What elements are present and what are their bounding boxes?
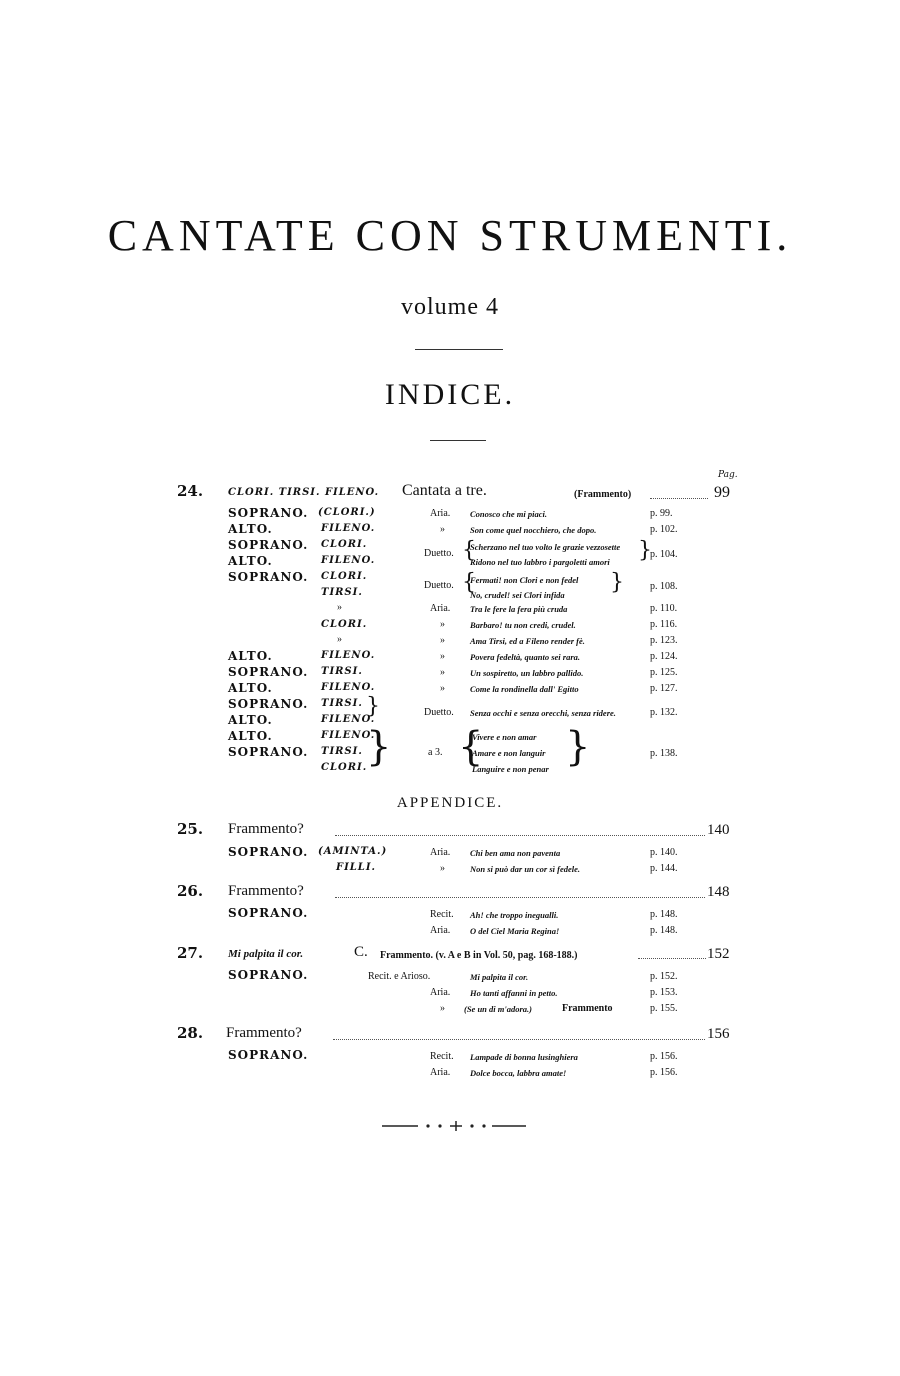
voice-label: SOPRANO.	[228, 665, 309, 679]
brace: {	[462, 538, 476, 563]
index-heading: INDICE.	[384, 378, 516, 411]
page-ref: p. 156.	[650, 1067, 678, 1078]
incipit: Come la rondinella dall' Egitto	[470, 684, 579, 694]
brace: }	[565, 724, 591, 770]
form-label: »	[440, 863, 445, 874]
form-label: »	[440, 667, 445, 678]
voice-label: SOPRANO.	[228, 745, 309, 759]
incipit: Senza occhi e senza orecchi, senza ridere.	[470, 708, 616, 718]
character-label: CLORI.	[321, 619, 368, 630]
leader-dots	[335, 835, 705, 836]
character-label: (AMINTA.)	[318, 846, 388, 857]
form-label: »	[440, 635, 445, 646]
incipit: Scherzano nel tuo volto le grazie vezzosette	[470, 542, 621, 552]
page-ref: p. 108.	[650, 581, 678, 592]
form-label: Recit.	[430, 909, 454, 920]
divider	[430, 440, 486, 441]
page-ref: p. 155.	[650, 1003, 678, 1014]
entry-title: Cantata a tre.	[402, 482, 487, 499]
character-label: FILENO.	[321, 714, 376, 725]
incipit: Amare e non languir	[472, 748, 546, 758]
character-label: TIRSI.	[321, 746, 363, 757]
character-label: TIRSI.	[321, 666, 363, 677]
voice-label: SOPRANO.	[228, 570, 309, 584]
leader-dots	[650, 498, 708, 499]
entry-note: (Frammento)	[574, 489, 632, 500]
character-label: TIRSI.	[321, 698, 363, 709]
form-label: »	[440, 651, 445, 662]
entry-page: 152	[707, 946, 730, 962]
voice-label: ALTO.	[228, 649, 273, 663]
page-ref: p. 123.	[650, 635, 678, 646]
voice-label: SOPRANO.	[228, 1048, 309, 1062]
page-ref: p. 144.	[650, 863, 678, 874]
page-ref: p. 140.	[650, 847, 678, 858]
closing-ornament	[380, 1118, 530, 1134]
incipit: Mi palpita il cor.	[470, 972, 529, 982]
entry-number: 28.	[177, 1024, 204, 1042]
page-ref: p. 116.	[650, 619, 678, 630]
incipit: Non si può dar un cor sì fedele.	[470, 864, 581, 874]
voice-label: SOPRANO.	[228, 538, 309, 552]
pag-label: Pag.	[718, 470, 738, 480]
form-label: Aria.	[430, 987, 451, 998]
form-label: Duetto.	[424, 548, 454, 559]
entry-number: 24.	[177, 482, 204, 500]
incipit: Dolce bocca, labbra amate!	[470, 1068, 567, 1078]
voice-label: SOPRANO.	[228, 906, 309, 920]
incipit: Languire e non penar	[472, 764, 549, 774]
form-label: Aria.	[430, 925, 451, 936]
form-label: Aria.	[430, 847, 451, 858]
voice-label: SOPRANO.	[228, 506, 309, 520]
page-title: CANTATE CON STRUMENTI.	[107, 211, 793, 260]
brace: {	[462, 570, 476, 595]
incipit: Lampade di bonna lusinghiera	[470, 1052, 578, 1062]
page-ref: p. 110.	[650, 603, 678, 614]
character-label: CLORI.	[321, 539, 368, 550]
page-ref: p. 125.	[650, 667, 678, 678]
entry-number: 27.	[177, 944, 204, 962]
page-ref: p. 132.	[650, 707, 678, 718]
incipit: O del Ciel Maria Regina!	[470, 926, 560, 936]
incipit: Fermati! non Clori e non fedel	[470, 575, 579, 585]
leader-dots	[335, 897, 705, 898]
incipit: Chi ben ama non paventa	[470, 848, 561, 858]
page-ref: p. 99.	[650, 508, 673, 519]
page-ref: p. 127.	[650, 683, 678, 694]
brace: }	[638, 538, 652, 563]
incipit: Povera fedeltà, quanto sei rara.	[470, 652, 581, 662]
form-label: a 3.	[428, 747, 443, 758]
character-label: FILENO.	[321, 650, 376, 661]
page-ref: p. 148.	[650, 925, 678, 936]
entry-number: 25.	[177, 820, 204, 838]
form-label: Aria.	[430, 1067, 451, 1078]
page-ref: p. 138.	[650, 748, 678, 759]
divider	[415, 349, 503, 350]
character-label: FILLI.	[336, 862, 376, 873]
entry-title: Mi palpita il cor.	[228, 948, 304, 960]
incipit: Ho tanti affanni in petto.	[470, 988, 558, 998]
brace: }	[366, 724, 392, 770]
form-label: Recit. e Arioso.	[368, 971, 431, 982]
character-label: TIRSI.	[321, 587, 363, 598]
entry-page: 156	[707, 1026, 730, 1042]
incipit: Tra le fere la fera più cruda	[470, 604, 568, 614]
incipit: (Se un di m'adora.)	[464, 1004, 533, 1014]
page-ref: p. 124.	[650, 651, 678, 662]
entry-page: 99	[714, 484, 730, 501]
entry-characters: CLORI. TIRSI. FILENO.	[228, 487, 380, 498]
form-label: Aria.	[430, 508, 451, 519]
entry-title: Frammento?	[228, 883, 304, 899]
form-label: »	[440, 524, 445, 535]
leader-dots	[333, 1039, 705, 1040]
incipit: Ah! che troppo inegualli.	[470, 910, 559, 920]
form-label: Duetto.	[424, 580, 454, 591]
form-label: Aria.	[430, 603, 451, 614]
voice-label: SOPRANO.	[228, 845, 309, 859]
character-label: (CLORI.)	[318, 507, 376, 518]
incipit: Barbaro! tu non credi, crudel.	[470, 620, 576, 630]
page-ref: p. 153.	[650, 987, 678, 998]
entry-number: 26.	[177, 882, 204, 900]
incipit: Un sospiretto, un labbro pallido.	[470, 668, 584, 678]
voice-label: ALTO.	[228, 681, 273, 695]
voice-label: ALTO.	[228, 713, 273, 727]
character-label: CLORI.	[321, 571, 368, 582]
incipit: Ridono nel tuo labbro i pargoletti amori	[470, 557, 610, 567]
voice-label: ALTO.	[228, 554, 273, 568]
page-ref: p. 148.	[650, 909, 678, 920]
incipit: No, crudel! sei Clori infida	[470, 590, 565, 600]
form-label: »	[440, 683, 445, 694]
page-ref: p. 102.	[650, 524, 678, 535]
entry-page: 140	[707, 822, 730, 838]
brace: }	[366, 694, 380, 719]
page-ref: p. 104.	[650, 549, 678, 560]
incipit: Conosco che mi piaci.	[470, 509, 547, 519]
entry-title: Frammento?	[226, 1025, 302, 1041]
form-label: »	[440, 1003, 445, 1014]
voice-label: SOPRANO.	[228, 968, 309, 982]
character-label: »	[337, 634, 342, 645]
form-label: Duetto.	[424, 707, 454, 718]
voice-label: ALTO.	[228, 522, 273, 536]
voice-label: SOPRANO.	[228, 697, 309, 711]
entry-note: Frammento	[562, 1003, 613, 1014]
character-label: FILENO.	[321, 523, 376, 534]
entry-note: Frammento. (v. A e B in Vol. 50, pag. 168-188.)	[380, 950, 578, 961]
character-label: FILENO.	[321, 730, 376, 741]
character-label: »	[337, 602, 342, 613]
character-label: FILENO.	[321, 682, 376, 693]
page-ref: p. 152.	[650, 971, 678, 982]
page-ref: p. 156.	[650, 1051, 678, 1062]
leader-dots	[638, 958, 706, 959]
brace: }	[610, 570, 624, 595]
entry-letter: C.	[354, 944, 368, 960]
appendice-heading: APPENDICE.	[396, 795, 504, 811]
voice-label: ALTO.	[228, 729, 273, 743]
volume-label: volume 4	[401, 294, 499, 320]
character-label: FILENO.	[321, 555, 376, 566]
entry-page: 148	[707, 884, 730, 900]
incipit: Ama Tirsi, ed a Fileno render fè.	[470, 636, 585, 646]
brace: {	[458, 724, 484, 770]
incipit: Vivere e non amar	[472, 732, 537, 742]
form-label: Recit.	[430, 1051, 454, 1062]
character-label: CLORI.	[321, 762, 368, 773]
form-label: »	[440, 619, 445, 630]
incipit: Son come quel nocchiero, che dopo.	[470, 525, 597, 535]
entry-title: Frammento?	[228, 821, 304, 837]
